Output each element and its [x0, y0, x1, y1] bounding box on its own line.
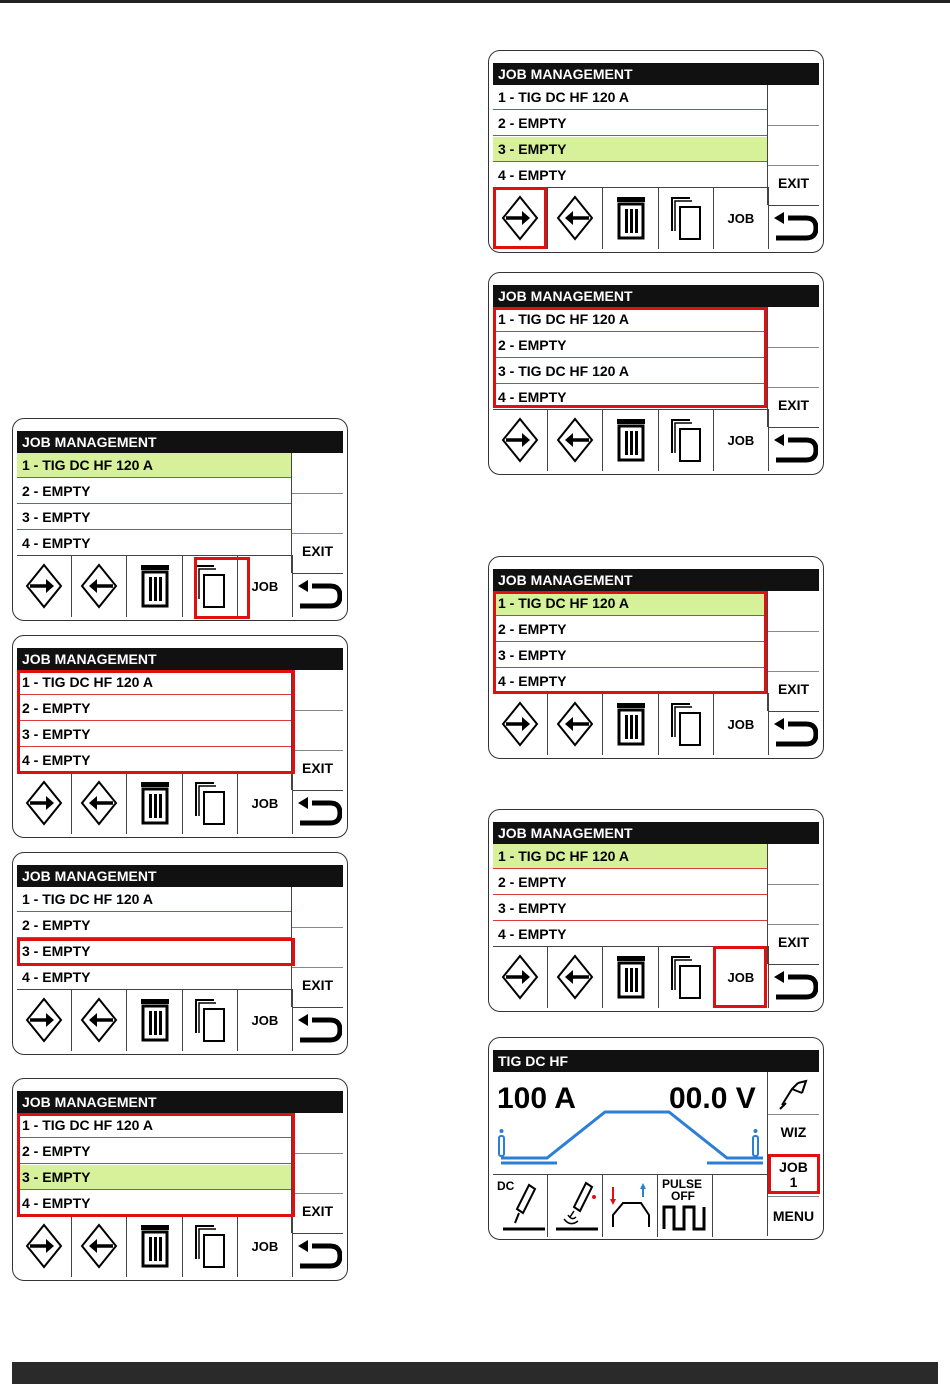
load-arrow-icon [500, 416, 540, 464]
footer-bar [12, 1362, 938, 1384]
exit-label: EXIT [301, 977, 334, 993]
return-arrow-icon [294, 797, 342, 829]
save-button[interactable] [548, 693, 603, 755]
panel-title: JOB MANAGEMENT [493, 569, 819, 591]
job-button[interactable] [714, 693, 769, 755]
trash-icon [137, 997, 173, 1043]
copy-button[interactable] [659, 693, 714, 755]
job-slot-2[interactable]: 2 - EMPTY [17, 479, 291, 504]
exit-label: EXIT [301, 760, 334, 776]
job-slot-3[interactable]: 3 - EMPTY [493, 643, 767, 668]
copy-button[interactable] [183, 1215, 238, 1277]
load-button[interactable] [17, 1215, 72, 1277]
return-arrow-icon [294, 1240, 342, 1272]
trash-icon [613, 195, 649, 241]
return-arrow-icon [770, 971, 818, 1003]
trash-icon [137, 1223, 173, 1269]
job-slot-1[interactable]: 1 - TIG DC HF 120 A [493, 307, 767, 332]
job-slot-1[interactable]: 1 - TIG DC HF 120 A [17, 887, 291, 912]
delete-button[interactable] [127, 772, 182, 834]
delete-button[interactable] [603, 409, 658, 471]
delete-button[interactable] [603, 187, 658, 249]
job-button[interactable] [238, 989, 293, 1051]
exit-label: EXIT [777, 175, 810, 191]
job-slot-3[interactable]: 3 - EMPTY [17, 1165, 291, 1190]
job-indicator-number: 1 [789, 1174, 798, 1190]
job-button-label: JOB [251, 795, 279, 811]
panel-title: JOB MANAGEMENT [493, 285, 819, 307]
job-slot-4[interactable]: 4 - EMPTY [22, 969, 91, 985]
back-button[interactable] [292, 1233, 343, 1278]
current-readout: 100 A [497, 1082, 576, 1115]
copy-icon [192, 563, 228, 609]
panel-title: JOB MANAGEMENT [493, 822, 819, 844]
save-arrow-icon [555, 700, 595, 748]
delete-button[interactable] [127, 555, 182, 617]
save-button[interactable] [548, 187, 603, 249]
back-button[interactable] [768, 964, 819, 1009]
load-button[interactable] [493, 946, 548, 1008]
copy-icon [192, 1223, 228, 1269]
job-button-label: JOB [727, 969, 755, 985]
delete-button[interactable] [603, 946, 658, 1008]
hf-start-button[interactable] [548, 1175, 603, 1237]
copy-icon [668, 195, 704, 241]
save-arrow-icon [555, 194, 595, 242]
job-slot-2[interactable]: 2 - EMPTY [17, 696, 291, 721]
copy-icon [192, 997, 228, 1043]
job-slot-1[interactable]: 1 - TIG DC HF 120 A [493, 844, 767, 869]
load-button[interactable] [17, 989, 72, 1051]
return-arrow-icon [770, 212, 818, 244]
job-button[interactable] [238, 772, 293, 834]
copy-icon [668, 417, 704, 463]
save-button[interactable] [72, 555, 127, 617]
back-button[interactable] [768, 711, 819, 756]
voltage-readout: 00.0 V [669, 1082, 756, 1115]
delete-button[interactable] [127, 1215, 182, 1277]
panel-title: JOB MANAGEMENT [17, 648, 343, 670]
save-arrow-icon [79, 996, 119, 1044]
job-management-panel-5 [488, 50, 824, 253]
load-arrow-icon [24, 996, 64, 1044]
trash-icon [613, 954, 649, 1000]
wiz-button[interactable]: WIZ [780, 1124, 807, 1140]
job-slot-4[interactable]: 4 - EMPTY [22, 752, 91, 768]
job-button-label: JOB [727, 210, 755, 226]
save-arrow-icon [555, 953, 595, 1001]
job-indicator-label: JOB [779, 1159, 808, 1175]
trash-icon [613, 417, 649, 463]
menu-button[interactable]: MENU [772, 1208, 815, 1224]
job-button-label: JOB [251, 578, 279, 594]
load-arrow-icon [24, 562, 64, 610]
save-button[interactable] [548, 946, 603, 1008]
pulse-label: PULSE [662, 1177, 703, 1191]
job-slot-1[interactable]: 1 - TIG DC HF 120 A [493, 591, 767, 616]
job-slot-2[interactable]: 2 - EMPTY [493, 111, 767, 136]
pulse-state: OFF [671, 1189, 695, 1203]
load-arrow-icon [500, 700, 540, 748]
copy-icon [668, 954, 704, 1000]
save-button[interactable] [548, 409, 603, 471]
waveform-graphic [497, 1108, 765, 1174]
exit-label: EXIT [777, 681, 810, 697]
copy-button[interactable] [183, 555, 238, 617]
exit-label: EXIT [301, 543, 334, 559]
torch-icon[interactable] [768, 1072, 819, 1115]
tig-torch-icon [501, 1179, 547, 1233]
copy-icon [192, 780, 228, 826]
job-slot-2[interactable]: 2 - EMPTY [493, 870, 767, 895]
job-slot-4[interactable]: 4 - EMPTY [22, 1195, 91, 1211]
top-rule [0, 0, 950, 3]
trash-icon [137, 563, 173, 609]
load-button[interactable] [493, 187, 548, 249]
job-management-panel-8 [488, 809, 824, 1012]
job-management-panel-7 [488, 556, 824, 759]
exit-label: EXIT [301, 1203, 334, 1219]
trash-icon [137, 780, 173, 826]
job-management-panel-2 [12, 635, 348, 838]
job-slot-4[interactable]: 4 - EMPTY [22, 535, 91, 551]
save-arrow-icon [79, 779, 119, 827]
job-button-label: JOB [251, 1012, 279, 1028]
status-title: TIG DC HF [493, 1050, 819, 1072]
job-button[interactable] [238, 555, 293, 617]
job-slot-2[interactable]: 2 - EMPTY [493, 333, 767, 358]
return-arrow-icon [294, 580, 342, 612]
back-button[interactable] [292, 1007, 343, 1052]
hf-torch-icon [554, 1179, 600, 1233]
trigger-mode-icon [607, 1181, 655, 1231]
job-management-panel-6 [488, 272, 824, 475]
job-button[interactable] [714, 409, 769, 471]
load-arrow-icon [24, 1222, 64, 1270]
load-arrow-icon [500, 953, 540, 1001]
exit-label: EXIT [777, 934, 810, 950]
load-button[interactable] [493, 409, 548, 471]
job-slot-2[interactable]: 2 - EMPTY [493, 617, 767, 642]
dc-mode-button[interactable] [493, 1175, 548, 1237]
pulse-wave-icon [662, 1203, 710, 1233]
job-slot-3[interactable]: 3 - EMPTY [17, 722, 291, 747]
job-slot-4[interactable]: 4 - EMPTY [498, 167, 567, 183]
empty-cell [713, 1175, 767, 1237]
job-slot-4[interactable]: 4 - EMPTY [498, 389, 567, 405]
job-indicator[interactable] [768, 1160, 819, 1190]
panel-title: JOB MANAGEMENT [17, 865, 343, 887]
job-slot-1[interactable]: 1 - TIG DC HF 120 A [17, 453, 291, 478]
save-arrow-icon [79, 1222, 119, 1270]
back-button[interactable] [768, 427, 819, 472]
panel-title: JOB MANAGEMENT [17, 431, 343, 453]
return-arrow-icon [294, 1014, 342, 1046]
job-management-panel-3 [12, 852, 348, 1055]
copy-button[interactable] [659, 946, 714, 1008]
save-button[interactable] [72, 1215, 127, 1277]
save-arrow-icon [79, 562, 119, 610]
load-button[interactable] [493, 693, 548, 755]
job-slot-3[interactable]: 3 - EMPTY [493, 896, 767, 921]
job-button-label: JOB [727, 716, 755, 732]
job-management-panel-4 [12, 1078, 348, 1281]
job-slot-4[interactable]: 4 - EMPTY [498, 926, 567, 942]
back-button[interactable] [292, 790, 343, 835]
copy-button[interactable] [659, 409, 714, 471]
return-arrow-icon [770, 434, 818, 466]
delete-button[interactable] [127, 989, 182, 1051]
load-arrow-icon [24, 779, 64, 827]
load-button[interactable] [17, 555, 72, 617]
job-slot-2[interactable]: 2 - EMPTY [17, 913, 291, 938]
copy-button[interactable] [183, 989, 238, 1051]
job-management-panel-1 [12, 418, 348, 621]
save-button[interactable] [72, 772, 127, 834]
job-slot-1[interactable]: 1 - TIG DC HF 120 A [493, 85, 767, 110]
job-slot-3[interactable]: 3 - EMPTY [493, 137, 767, 162]
job-slot-1[interactable]: 1 - TIG DC HF 120 A [17, 1113, 291, 1138]
back-button[interactable] [768, 205, 819, 250]
trash-icon [613, 701, 649, 747]
return-arrow-icon [770, 718, 818, 750]
job-button[interactable] [714, 946, 769, 1008]
job-button[interactable] [238, 1215, 293, 1277]
save-button[interactable] [72, 989, 127, 1051]
job-slot-4[interactable]: 4 - EMPTY [498, 673, 567, 689]
job-button-label: JOB [727, 432, 755, 448]
delete-button[interactable] [603, 693, 658, 755]
load-button[interactable] [17, 772, 72, 834]
status-panel [488, 1037, 824, 1240]
job-slot-3[interactable]: 3 - EMPTY [17, 505, 291, 530]
job-slot-2[interactable]: 2 - EMPTY [17, 1139, 291, 1164]
job-button-label: JOB [251, 1238, 279, 1254]
save-arrow-icon [555, 416, 595, 464]
load-arrow-icon [500, 194, 540, 242]
job-button[interactable] [714, 187, 769, 249]
job-slot-3[interactable]: 3 - EMPTY [17, 939, 291, 964]
job-slot-3[interactable]: 3 - TIG DC HF 120 A [493, 359, 767, 384]
pulse-button[interactable] [658, 1175, 713, 1237]
panel-title: JOB MANAGEMENT [493, 63, 819, 85]
back-button[interactable] [292, 573, 343, 618]
job-slot-1[interactable]: 1 - TIG DC HF 120 A [17, 670, 291, 695]
copy-icon [668, 701, 704, 747]
panel-title: JOB MANAGEMENT [17, 1091, 343, 1113]
2t-4t-button[interactable] [603, 1175, 658, 1237]
exit-label: EXIT [777, 397, 810, 413]
copy-button[interactable] [183, 772, 238, 834]
dc-label: DC [497, 1179, 515, 1193]
copy-button[interactable] [659, 187, 714, 249]
